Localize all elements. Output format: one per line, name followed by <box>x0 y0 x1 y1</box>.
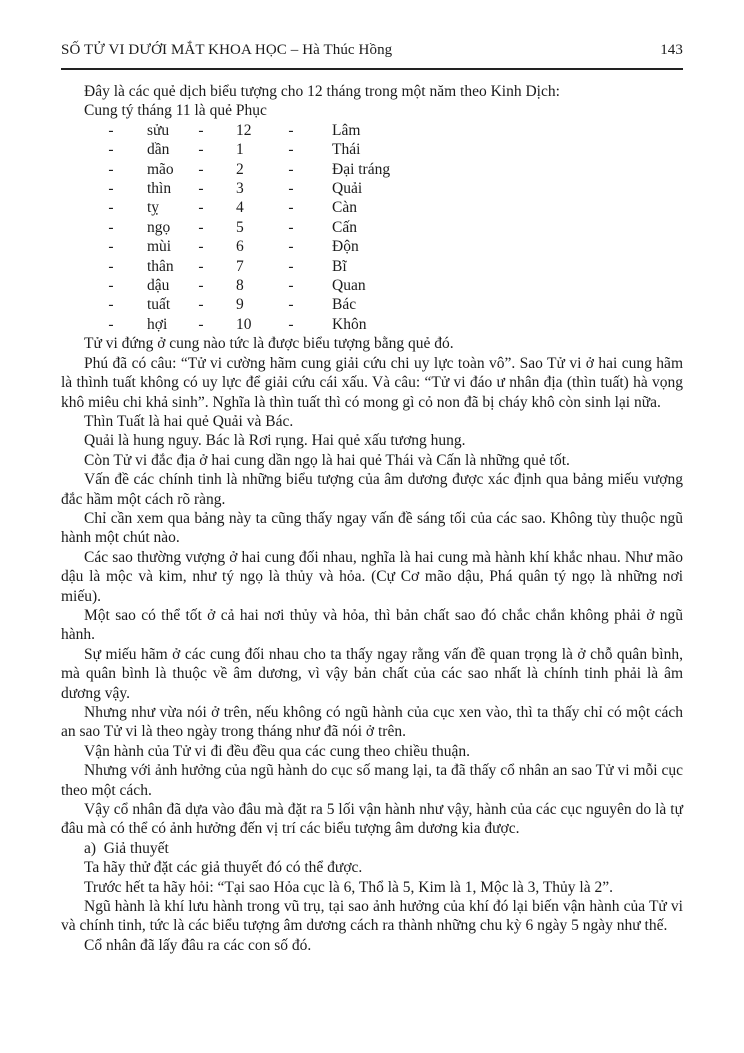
body-paragraph: Nhưng như vừa nói ở trên, nếu không có ngũ hành của cục xen vào, thì ta thấy chỉ có một cách an sao Tử vi là theo ngày trong tháng như đã nói ở trên. <box>61 704 683 741</box>
branch-name: dậu <box>147 277 170 295</box>
page-body <box>61 82 683 955</box>
body-paragraph: Vận hành của Tử vi đi đều đều qua các cung theo chiều thuận. <box>84 742 471 760</box>
branch-name: tỵ <box>147 199 160 217</box>
dash: - <box>198 121 204 139</box>
dash: - <box>198 238 204 256</box>
month-number: 1 <box>236 141 244 159</box>
month-number: 10 <box>236 315 252 333</box>
que-table-row <box>101 237 683 256</box>
body-paragraph: Vậy cổ nhân đã dựa vào đâu mà đặt ra 5 lối vận hành như vậy, hành của các cục nguyên do là tự đâu mà có thể có ảnh hưởng đến vị trí các biểu tượng âm dương kia được. <box>61 801 683 838</box>
dash: - <box>288 218 294 236</box>
que-table-row <box>101 160 683 179</box>
dash: - <box>198 160 204 178</box>
que-table-row <box>101 121 683 140</box>
dash: - <box>108 141 114 159</box>
month-number: 3 <box>236 180 244 198</box>
branch-name: mão <box>147 160 174 178</box>
body-paragraph: Sự miếu hãm ở các cung đối nhau cho ta thấy ngay rằng vấn đề quan trọng là ở chỗ quân bình, mà quân bình là thuộc về âm dương, vì vậy bản chất của các sao nhất là chính tinh phải là âm dương vậy. <box>61 645 683 702</box>
dash: - <box>198 141 204 159</box>
dash: - <box>108 315 114 333</box>
body-paragraph: Ngũ hành là khí lưu hành trong vũ trụ, tại sao ảnh hưởng của khí đó lại biến vận hành của Tử vi và chính tinh, tức là các biểu tượng âm dương cách ra thành những chu kỳ 6 ngày 5 ngày như thế. <box>61 898 683 935</box>
branch-name: thân <box>147 257 174 275</box>
que-table-row <box>101 198 683 217</box>
body-paragraph: Chỉ cần xem qua bảng này ta cũng thấy ngay vấn đề sáng tối của các sao. Không tùy thuộc ngũ hành một chút nào. <box>61 509 683 547</box>
que-table-row <box>101 276 683 295</box>
dash: - <box>288 121 294 139</box>
dash: - <box>198 277 204 295</box>
body-paragraph: a) Giả thuyết <box>84 839 169 857</box>
dash: - <box>198 180 204 198</box>
que-name: Thái <box>332 141 361 159</box>
intro-line: Cung tý tháng 11 là quẻ Phục <box>84 102 267 120</box>
month-number: 7 <box>236 257 244 275</box>
month-number: 5 <box>236 218 244 236</box>
branch-name: hợi <box>147 315 168 333</box>
month-number: 6 <box>236 238 244 256</box>
que-table-row <box>101 315 683 334</box>
month-number: 8 <box>236 277 244 295</box>
dash: - <box>108 296 114 314</box>
header-rule <box>61 68 683 70</box>
dash: - <box>108 218 114 236</box>
body-paragraph: Các sao thường vượng ở hai cung đối nhau, nghĩa là hai cung mà hành khí khắc nhau. Như mão dậu là mộc và kim, như tý ngọ là thủy và hỏa. (Cự Cơ mão dậu, Phá quân tý ngọ là những nơi miếu). <box>61 548 683 605</box>
dash: - <box>108 238 114 256</box>
que-table-row <box>101 218 683 237</box>
dash: - <box>108 199 114 217</box>
page-number: 143 <box>660 42 683 58</box>
dash: - <box>108 180 114 198</box>
dash: - <box>288 315 294 333</box>
branch-name: dần <box>147 141 170 159</box>
paragraphs <box>61 334 683 955</box>
dash: - <box>108 257 114 275</box>
month-number: 9 <box>236 296 244 314</box>
que-month-table <box>101 121 683 334</box>
que-name: Quan <box>332 277 366 295</box>
branch-name: thìn <box>147 180 172 198</box>
body-paragraph: Phú đã có câu: “Tử vi cường hãm cung giải cứu chi uy lực toàn vô”. Sao Tử vi ở hai cung hãm là thình tuất không có uy lực để giải cứu cái xấu. Và câu: “Tử vi đáo ư nhân địa (thìn tuất) hà vọng khô miêu chi khả sinh”. Nghĩa là thìn tuất thì có mong gì cỏ non đã bị cháy khô còn sinh lại nữa. <box>61 354 683 411</box>
branch-name: mùi <box>147 238 172 256</box>
dash: - <box>198 296 204 314</box>
book-title: SỐ TỬ VI DƯỚI MẮT KHOA HỌC – Hà Thúc Hồng <box>61 42 393 58</box>
dash: - <box>198 257 204 275</box>
que-table-row <box>101 295 683 314</box>
branch-name: ngọ <box>147 218 171 236</box>
body-paragraph: Trước hết ta hãy hỏi: “Tại sao Hỏa cục là 6, Thổ là 5, Kim là 1, Mộc là 3, Thủy là 2”. <box>84 878 613 896</box>
body-paragraph: Vấn đề các chính tinh là những biểu tượng của âm dương được xác định qua bảng miếu vượng đắc hầm một cách rõ ràng. <box>61 471 683 508</box>
body-paragraph: Thìn Tuất là hai quẻ Quải và Bác. <box>84 412 294 430</box>
branch-name: tuất <box>147 296 171 314</box>
body-paragraph: Cổ nhân đã lấy đâu ra các con số đó. <box>84 936 312 954</box>
body-paragraph: Nhưng với ảnh hưởng của ngũ hành do cục số mang lại, ta đã thấy cổ nhân an sao Tử vi mỗi cục theo một cách. <box>61 762 683 799</box>
que-name: Đại tráng <box>332 160 391 178</box>
body-paragraph: Quải là hung nguy. Bác là Rơi rụng. Hai quẻ xấu tương hung. <box>84 432 466 450</box>
que-table-row <box>101 257 683 276</box>
month-number: 4 <box>236 199 244 217</box>
intro-line: Đây là các quẻ dịch biểu tượng cho 12 tháng trong một năm theo Kinh Dịch: <box>84 83 560 100</box>
que-table-row <box>101 179 683 198</box>
page-header <box>61 42 683 59</box>
que-name: Khôn <box>332 315 367 333</box>
body-paragraph: Còn Tử vi đắc địa ở hai cung dần ngọ là hai quẻ Thái và Cấn là những quẻ tốt. <box>84 451 570 469</box>
dash: - <box>288 180 294 198</box>
dash: - <box>108 121 114 139</box>
dash: - <box>108 277 114 295</box>
que-name: Lâm <box>332 121 361 139</box>
dash: - <box>198 315 204 333</box>
body-paragraph: Ta hãy thử đặt các giả thuyết đó có thể được. <box>84 859 363 877</box>
dash: - <box>198 218 204 236</box>
que-name: Càn <box>332 199 357 217</box>
dash: - <box>198 199 204 217</box>
que-name: Bĩ <box>332 257 347 275</box>
dash: - <box>288 199 294 217</box>
que-name: Bác <box>332 296 357 314</box>
body-paragraph: Tử vi đứng ở cung nào tức là được biểu tượng bằng quẻ đó. <box>84 335 454 353</box>
que-name: Độn <box>332 238 359 256</box>
month-number: 2 <box>236 160 244 178</box>
que-name: Quải <box>332 180 363 198</box>
que-table-row <box>101 140 683 159</box>
branch-name: sửu <box>147 121 170 139</box>
dash: - <box>288 141 294 159</box>
dash: - <box>288 257 294 275</box>
dash: - <box>288 238 294 256</box>
dash: - <box>108 160 114 178</box>
body-paragraph: Một sao có thể tốt ở cả hai nơi thủy và hỏa, thì bản chất sao đó chắc chắn không phải ở ngũ hành. <box>61 606 683 644</box>
que-name: Cấn <box>332 218 357 236</box>
month-number: 12 <box>236 121 252 139</box>
dash: - <box>288 296 294 314</box>
dash: - <box>288 160 294 178</box>
dash: - <box>288 277 294 295</box>
